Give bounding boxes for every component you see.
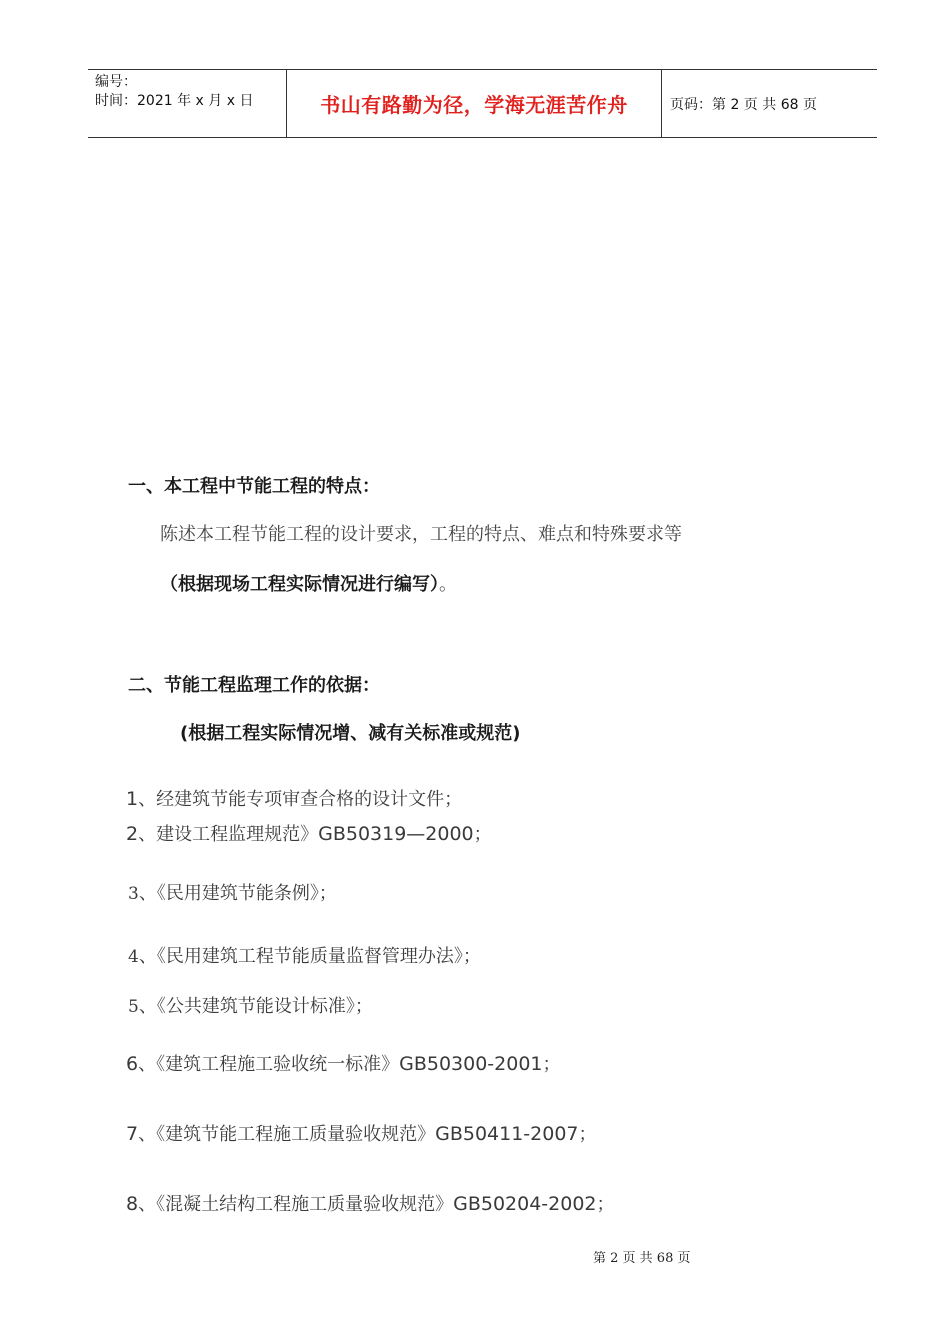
section1-title: 一、本工程中节能工程的特点： — [128, 476, 380, 497]
header-motto: 书山有路勤为径，学海无涯苦作舟 — [287, 70, 662, 137]
list-item-6: 6、《建筑工程施工验收统一标准》GB50300-2001； — [126, 1053, 561, 1075]
list-item-2: 2、建设工程监理规范》GB50319—2000； — [126, 823, 492, 845]
list-item-3: 3、《民用建筑节能条例》； — [128, 883, 337, 904]
list-item-8: 8、《混凝土结构工程施工质量验收规范》GB50204-2002； — [126, 1193, 615, 1215]
time-label: 时间：2021 年 x 月 x 日 — [95, 93, 254, 109]
header-page-info: 页码：第 2 页 共 68 页 — [670, 96, 817, 113]
page-footer: 第 2 页 共 68 页 — [593, 1251, 691, 1266]
list-item-1: 1、经建筑节能专项审查合格的设计文件； — [126, 788, 463, 810]
section1-line2 — [160, 570, 457, 596]
number-label: 编号： — [95, 74, 137, 90]
section1-line2-bold: （根据现场工程实际情况进行编写） — [160, 574, 439, 595]
section1-line2-tail: 。 — [439, 574, 457, 595]
header-table — [88, 69, 877, 138]
list-item-5: 5、《公共建筑节能设计标准》； — [128, 996, 373, 1017]
header-meta — [88, 70, 287, 137]
section1-line1: 陈述本工程节能工程的设计要求，工程的特点、难点和特殊要求等 — [160, 524, 682, 545]
list-item-7: 7、《建筑节能工程施工质量验收规范》GB50411-2007； — [126, 1123, 597, 1145]
list-item-4: 4、《民用建筑工程节能质量监督管理办法》； — [128, 946, 481, 967]
section2-title: 二、节能工程监理工作的依据： — [128, 675, 380, 696]
section2-note: (根据工程实际情况增、减有关标准或规范) — [180, 723, 521, 744]
